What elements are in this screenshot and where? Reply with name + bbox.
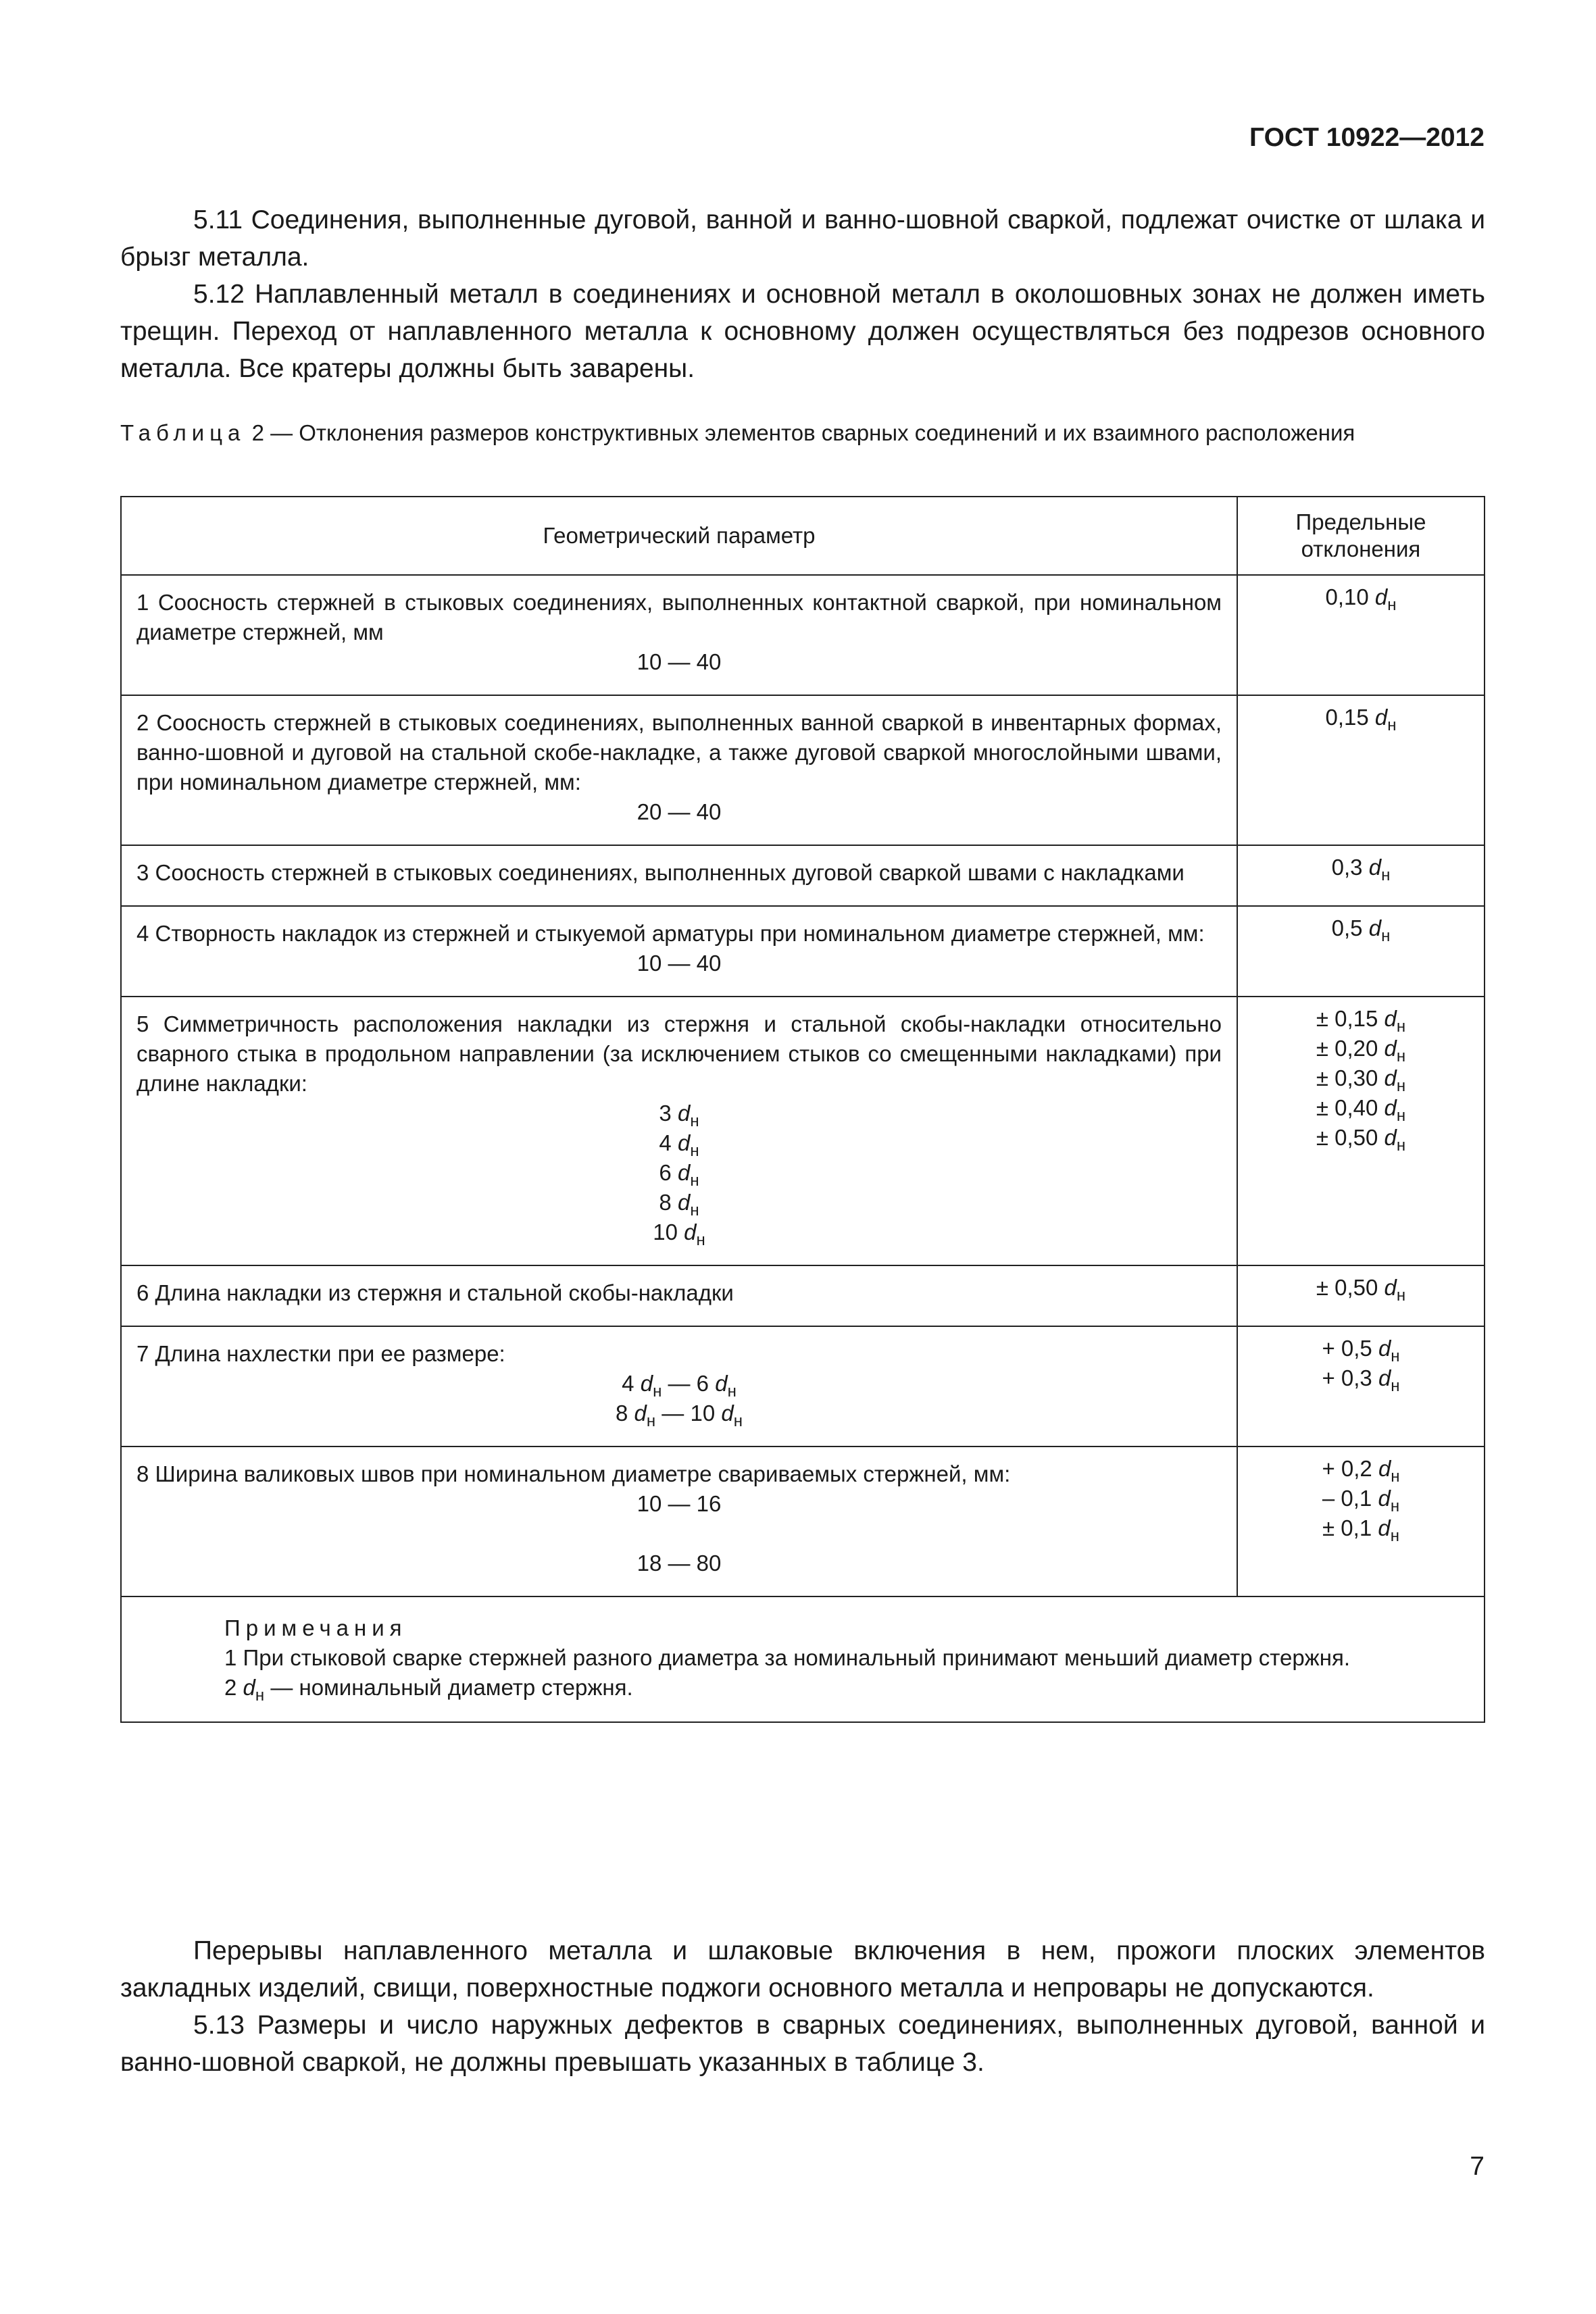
table-caption-text: 2 — Отклонения размеров конструктивных элементов сварных соединений и их взаимного расположения	[251, 420, 1355, 445]
table-caption	[120, 419, 1485, 447]
row5-dev-4: ± 0,40 $d_н$	[1316, 1095, 1406, 1125]
row8-dev-a1: + 0,2 $d_н$	[1322, 1456, 1400, 1486]
row2-text: 2 Соосность стержней в стыковых соединениях, выполненных ванной сваркой в инвентарных формах, ванно-шовной и дуговой на стальной скобе-накладке, а также дуговой сваркой многослойными швами, при номинальном диаметре стержней, мм:	[136, 710, 1222, 795]
row1-dev: 0,10 $d_н$	[1237, 575, 1485, 695]
row8-dev-b: ± 0,1 $d_н$	[1322, 1515, 1399, 1545]
notes-title: Примечания	[224, 1615, 407, 1640]
row6-text: 6 Длина накладки из стержня и стальной скобы-накладки	[136, 1280, 734, 1305]
row8-dev	[1237, 1447, 1485, 1596]
top-paragraphs	[120, 201, 1485, 387]
row5-length-4: 8 $d_н$	[659, 1190, 699, 1219]
row8-dev-a2: – 0,1 $d_н$	[1322, 1486, 1400, 1515]
table-row-2	[121, 695, 1485, 845]
table-row-6	[121, 1265, 1485, 1326]
page-number: 7	[1470, 2152, 1485, 2181]
row7-param	[121, 1326, 1237, 1447]
table-row-8	[121, 1447, 1485, 1596]
table-row-4	[121, 906, 1485, 997]
row5-text: 5 Симметричность расположения накладки из стержня и стальной скобы-накладки относительно сварного стыка в продольном направлении (за исключением стыков со смещенными накладками) при длине накладки:	[136, 1011, 1222, 1096]
note-1: 1 При стыковой сварке стержней разного диаметра за номинальный принимают меньший диаметр стержня.	[224, 1645, 1351, 1670]
row8-spacer	[136, 1519, 1222, 1549]
bottom-paragraphs	[120, 1932, 1485, 2081]
header-dev-line2: отклонения	[1301, 536, 1421, 561]
row4-range: 10 — 40	[637, 951, 722, 976]
header-dev-line1: Предельные	[1295, 509, 1426, 534]
table-row-1	[121, 575, 1485, 695]
paragraph-5-11: 5.11 Соединения, выполненные дуговой, ванной и ванно-шовной сваркой, подлежат очистке от шлака и брызг металла.	[120, 205, 1485, 272]
row2-range: 20 — 40	[637, 799, 722, 824]
table-row-5	[121, 997, 1485, 1265]
row5-length-1: 3 $d_н$	[659, 1101, 699, 1130]
row5-dev-3: ± 0,30 $d_н$	[1316, 1065, 1406, 1095]
row3-dev: 0,3 $d_н$	[1237, 845, 1485, 906]
row7-dev-a: + 0,5 $d_н$	[1322, 1336, 1400, 1365]
header-deviation	[1237, 497, 1485, 575]
table-notes	[121, 1596, 1485, 1722]
table-caption-label: Таблица	[120, 420, 246, 445]
table-header-row	[121, 497, 1485, 575]
row7-dev	[1237, 1326, 1485, 1447]
row2-dev: 0,15 $d_н$	[1237, 695, 1485, 845]
row5-length-2: 4 $d_н$	[659, 1130, 699, 1160]
deviations-table	[120, 496, 1485, 1723]
document-header: ГОСТ 10922—2012	[1249, 123, 1485, 152]
row4-param	[121, 906, 1237, 997]
row4-dev: 0,5 $d_н$	[1237, 906, 1485, 997]
row7-size-b: 8 $d_н$ — 10 $d_н$	[615, 1401, 743, 1430]
paragraph-5-13: 5.13 Размеры и число наружных дефектов в сварных соединениях, выполненных дуговой, ванной и ванно-шовной сваркой, не должны превышать указанных в таблице 3.	[120, 2011, 1485, 2077]
row5-length-3: 6 $d_н$	[659, 1160, 699, 1190]
row8-range-b: 18 — 80	[637, 1551, 722, 1576]
row5-dev	[1237, 997, 1485, 1265]
table-row-7	[121, 1326, 1485, 1447]
row7-dev-b: + 0,3 $d_н$	[1322, 1365, 1400, 1395]
row3-param	[121, 845, 1237, 906]
paragraph-5-12: 5.12 Наплавленный металл в соединениях и основной металл в околошовных зонах не должен иметь трещин. Переход от наплавленного металла к основному должен осуществляться без подрезов основного металла. Все кратеры должны быть заварены.	[120, 280, 1485, 383]
table-notes-row	[121, 1596, 1485, 1722]
row5-dev-1: ± 0,15 $d_н$	[1316, 1006, 1406, 1036]
row1-param	[121, 575, 1237, 695]
row5-dev-5: ± 0,50 $d_н$	[1316, 1125, 1406, 1155]
row3-text: 3 Соосность стержней в стыковых соединениях, выполненных дуговой сваркой швами с накладками	[136, 860, 1184, 885]
header-param: Геометрический параметр	[121, 497, 1237, 575]
row7-text: 7 Длина нахлестки при ее размере:	[136, 1341, 505, 1366]
row8-range-a: 10 — 16	[637, 1491, 722, 1516]
row2-param	[121, 695, 1237, 845]
table-row-3	[121, 845, 1485, 906]
note-2: 2 $d_н$ — номинальный диаметр стержня.	[224, 1675, 633, 1705]
row5-dev-2: ± 0,20 $d_н$	[1316, 1036, 1406, 1065]
paragraph-defects: Перерывы наплавленного металла и шлаковые включения в нем, прожоги плоских элементов закладных изделий, свищи, поверхностные поджоги основного металла и непровары не допускаются.	[120, 1936, 1485, 2003]
row5-length-5: 10 $d_н$	[653, 1219, 705, 1249]
row6-dev: ± 0,50 $d_н$	[1237, 1265, 1485, 1326]
row1-text: 1 Соосность стержней в стыковых соединениях, выполненных контактной сваркой, при номинальном диаметре стержней, мм	[136, 590, 1222, 645]
row4-text: 4 Створность накладок из стержней и стыкуемой арматуры при номинальном диаметре стержней, мм:	[136, 921, 1205, 946]
row5-param	[121, 997, 1237, 1265]
row8-text: 8 Ширина валиковых швов при номинальном диаметре свариваемых стержней, мм:	[136, 1461, 1011, 1486]
row8-param	[121, 1447, 1237, 1596]
row6-param	[121, 1265, 1237, 1326]
row7-size-a: 4 $d_н$ — 6 $d_н$	[622, 1371, 737, 1401]
row1-range: 10 — 40	[637, 649, 722, 674]
